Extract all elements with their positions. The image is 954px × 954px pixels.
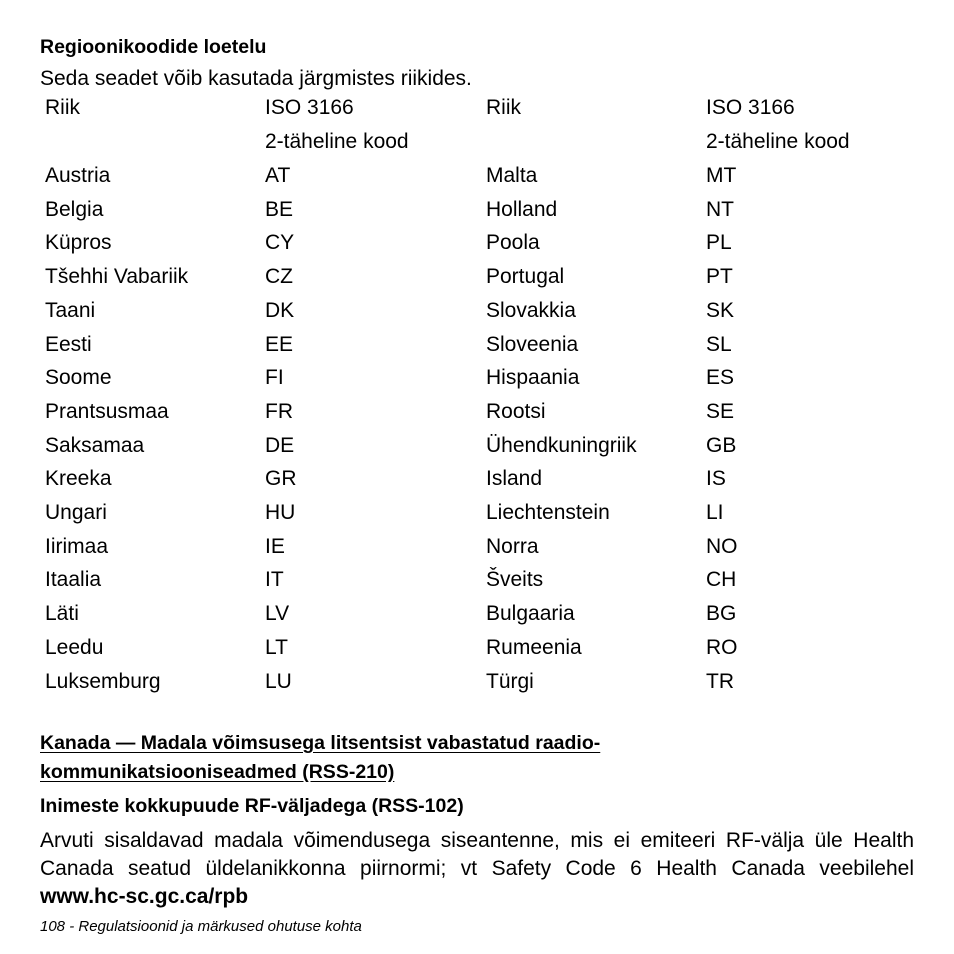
country-name-left: Tšehhi Vabariik <box>45 265 189 288</box>
country-code-left: IT <box>265 568 284 591</box>
country-code-left: DE <box>265 434 295 457</box>
country-code-right: TR <box>706 670 734 693</box>
country-code-right: SK <box>706 299 735 322</box>
country-name-right: Slovakkia <box>486 299 576 322</box>
country-name-right: Malta <box>486 164 538 187</box>
table-header-code-right-line2: 2-täheline kood <box>706 130 850 153</box>
table-header-code-right-line1: ISO 3166 <box>706 96 795 119</box>
country-code-left: DK <box>265 299 295 322</box>
country-code-left: AT <box>265 164 291 187</box>
country-code-left: HU <box>265 501 296 524</box>
country-name-right: Ühendkuningriik <box>486 434 637 457</box>
country-name-right: Sloveenia <box>486 333 579 356</box>
health-canada-url: www.hc-sc.gc.ca/rpb <box>40 885 249 908</box>
country-code-right: MT <box>706 164 737 187</box>
country-name-left: Kreeka <box>45 467 112 490</box>
rf-exposure-text: Arvuti sisaldavad madala võimendusega siseantenne, mis ei emiteeri RF-välja üle Health Canada seatud üldelanikkonna piirnormi; vt Safety Code 6 Health Canada veebilehel <box>40 829 914 880</box>
country-code-right: GB <box>706 434 737 457</box>
country-code-left: GR <box>265 467 297 490</box>
country-name-left: Saksamaa <box>45 434 145 457</box>
country-name-left: Ungari <box>45 501 107 524</box>
country-name-left: Austria <box>45 164 111 187</box>
canada-heading-line1: Kanada — Madala võimsusega litsentsist vabastatud raadio- <box>40 732 601 754</box>
country-name-right: Portugal <box>486 265 565 288</box>
country-code-right: CH <box>706 568 737 591</box>
country-code-left: LV <box>265 602 290 625</box>
intro-text: Seda seadet võib kasutada järgmistes riikides. <box>40 67 472 90</box>
country-name-right: Rumeenia <box>486 636 582 659</box>
canada-heading <box>40 729 600 787</box>
table-header-country-left: Riik <box>45 96 80 119</box>
country-code-right: SL <box>706 333 732 356</box>
country-name-right: Bulgaaria <box>486 602 575 625</box>
country-code-right: IS <box>706 467 726 490</box>
table-header-code-left-line2: 2-täheline kood <box>265 130 409 153</box>
country-code-right: PL <box>706 231 732 254</box>
country-name-right: Island <box>486 467 543 490</box>
country-code-right: NT <box>706 198 734 221</box>
table-header-country-right: Riik <box>486 96 521 119</box>
country-code-left: BE <box>265 198 294 221</box>
country-name-left: Prantsusmaa <box>45 400 169 423</box>
country-name-left: Küpros <box>45 231 112 254</box>
country-name-left: Taani <box>45 299 96 322</box>
country-name-right: Norra <box>486 535 539 558</box>
country-name-left: Läti <box>45 602 79 625</box>
country-name-left: Belgia <box>45 198 104 221</box>
country-name-left: Eesti <box>45 333 92 356</box>
country-name-left: Leedu <box>45 636 104 659</box>
country-code-right: SE <box>706 400 735 423</box>
country-name-left: Soome <box>45 366 112 389</box>
rf-exposure-paragraph <box>40 827 914 911</box>
country-name-right: Rootsi <box>486 400 546 423</box>
table-header-code-left-line1: ISO 3166 <box>265 96 354 119</box>
country-code-left: EE <box>265 333 294 356</box>
country-code-left: FI <box>265 366 284 389</box>
country-name-right: Šveits <box>486 568 544 591</box>
country-code-right: ES <box>706 366 735 389</box>
country-code-left: CY <box>265 231 295 254</box>
country-code-left: FR <box>265 400 293 423</box>
country-code-right: PT <box>706 265 733 288</box>
country-name-right: Hispaania <box>486 366 580 389</box>
country-name-right: Holland <box>486 198 558 221</box>
page-footer: 108 - Regulatsioonid ja märkused ohutuse kohta <box>40 918 362 935</box>
country-code-right: NO <box>706 535 738 558</box>
rf-exposure-heading: Inimeste kokkupuude RF-väljadega (RSS-102) <box>40 795 464 817</box>
country-name-left: Luksemburg <box>45 670 161 693</box>
country-name-right: Liechtenstein <box>486 501 610 524</box>
country-code-left: CZ <box>265 265 293 288</box>
region-codes-heading: Regioonikoodide loetelu <box>40 36 267 58</box>
country-name-left: Iirimaa <box>45 535 109 558</box>
country-code-left: LU <box>265 670 292 693</box>
canada-heading-line2: kommunikatsiooniseadmed (RSS-210) <box>40 761 395 783</box>
country-code-right: RO <box>706 636 738 659</box>
country-code-right: LI <box>706 501 724 524</box>
country-code-left: LT <box>265 636 288 659</box>
country-name-left: Itaalia <box>45 568 102 591</box>
country-code-left: IE <box>265 535 285 558</box>
country-name-right: Türgi <box>486 670 534 693</box>
country-name-right: Poola <box>486 231 540 254</box>
country-code-right: BG <box>706 602 737 625</box>
